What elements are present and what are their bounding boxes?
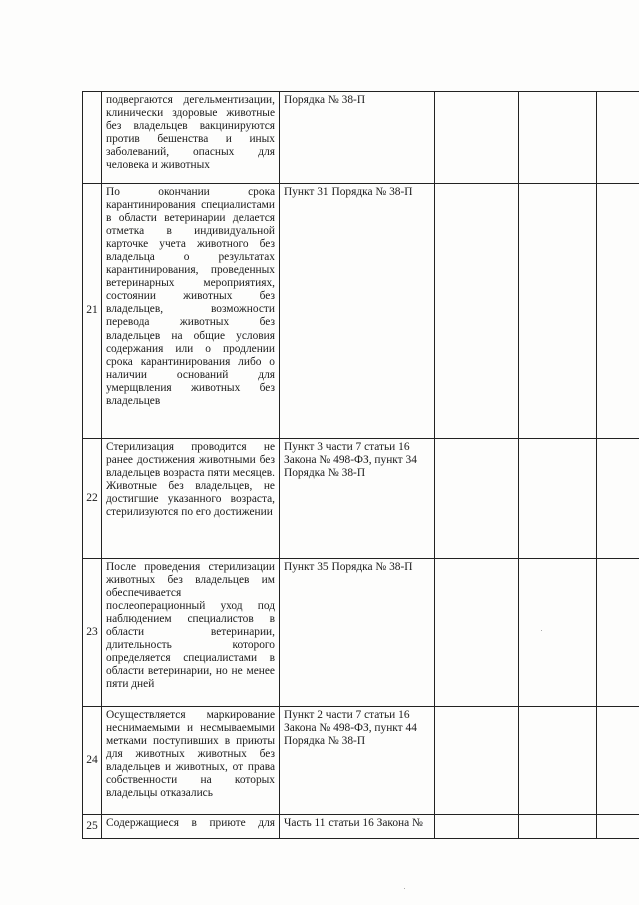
empty-cell bbox=[435, 559, 519, 707]
legal-reference: Пункт 3 части 7 статьи 16 Закона № 498-ФЗ, пункт 34 Порядка № 38-П bbox=[280, 439, 435, 559]
checklist-table bbox=[82, 91, 639, 839]
row-number: 22 bbox=[83, 439, 102, 559]
table-row bbox=[83, 707, 639, 815]
empty-cell bbox=[435, 707, 519, 815]
requirement-text: Содержащиеся в приюте для bbox=[102, 815, 280, 839]
empty-cell bbox=[597, 707, 639, 815]
table-row bbox=[83, 815, 639, 839]
scan-speck bbox=[541, 630, 542, 631]
row-number: 21 bbox=[83, 184, 102, 439]
row-number: 24 bbox=[83, 707, 102, 815]
requirement-text: После проведения стерилизации животных без владельцев им обеспечивается послеоперационный уход под наблюдением специалистов в области ветеринарии, длительность которого определяется специалистами в области ветеринарии, но не менее пяти дней bbox=[102, 559, 280, 707]
legal-reference: Пункт 35 Порядка № 38-П bbox=[280, 559, 435, 707]
empty-cell bbox=[435, 439, 519, 559]
requirement-text: подвергаются дегельментизации, клинически здоровые животные без владельцев вакцинируются против бешенства и иных заболеваний, опасных для человека и животных bbox=[102, 92, 280, 184]
empty-cell bbox=[597, 815, 639, 839]
empty-cell bbox=[435, 92, 519, 184]
empty-cell bbox=[435, 815, 519, 839]
legal-reference: Часть 11 статьи 16 Закона № bbox=[280, 815, 435, 839]
requirement-text: Стерилизация проводится не ранее достижения животными без владельцев возраста пяти месяцев. Животные без владельцев, не достигшие указанного возраста, стерилизуются по его достижении bbox=[102, 439, 280, 559]
empty-cell bbox=[597, 92, 639, 184]
empty-cell bbox=[597, 559, 639, 707]
scan-speck bbox=[404, 888, 405, 889]
empty-cell bbox=[597, 184, 639, 439]
requirement-text: По окончании срока карантинирования специалистами в области ветеринарии делается отметка в индивидуальной карточке учета животного без владельца о результатах карантинирования, проведенных ветеринарных мероприятиях, состоянии животных без владельцев, возможности перевода животных без владельцев на общие условия содержания или о продлении срока карантинирования либо о наличии оснований для умерщвления животных без владельцев bbox=[102, 184, 280, 439]
table-row bbox=[83, 439, 639, 559]
row-number: 25 bbox=[83, 815, 102, 839]
table-row bbox=[83, 92, 639, 184]
row-number bbox=[83, 92, 102, 184]
legal-reference: Пункт 31 Порядка № 38-П bbox=[280, 184, 435, 439]
empty-cell bbox=[519, 92, 597, 184]
legal-reference: Порядка № 38-П bbox=[280, 92, 435, 184]
empty-cell bbox=[519, 184, 597, 439]
empty-cell bbox=[519, 559, 597, 707]
table-row bbox=[83, 184, 639, 439]
empty-cell bbox=[597, 439, 639, 559]
requirement-text: Осуществляется маркирование неснимаемыми и несмываемыми метками поступивших в приюты для животных животных без владельцев и животных, от права собственности на которых владельцы отказались bbox=[102, 707, 280, 815]
legal-reference: Пункт 2 части 7 статьи 16 Закона № 498-ФЗ, пункт 44 Порядка № 38-П bbox=[280, 707, 435, 815]
empty-cell bbox=[519, 439, 597, 559]
empty-cell bbox=[435, 184, 519, 439]
row-number: 23 bbox=[83, 559, 102, 707]
empty-cell bbox=[519, 707, 597, 815]
table-row bbox=[83, 559, 639, 707]
checklist-table-container bbox=[82, 91, 639, 839]
empty-cell bbox=[519, 815, 597, 839]
